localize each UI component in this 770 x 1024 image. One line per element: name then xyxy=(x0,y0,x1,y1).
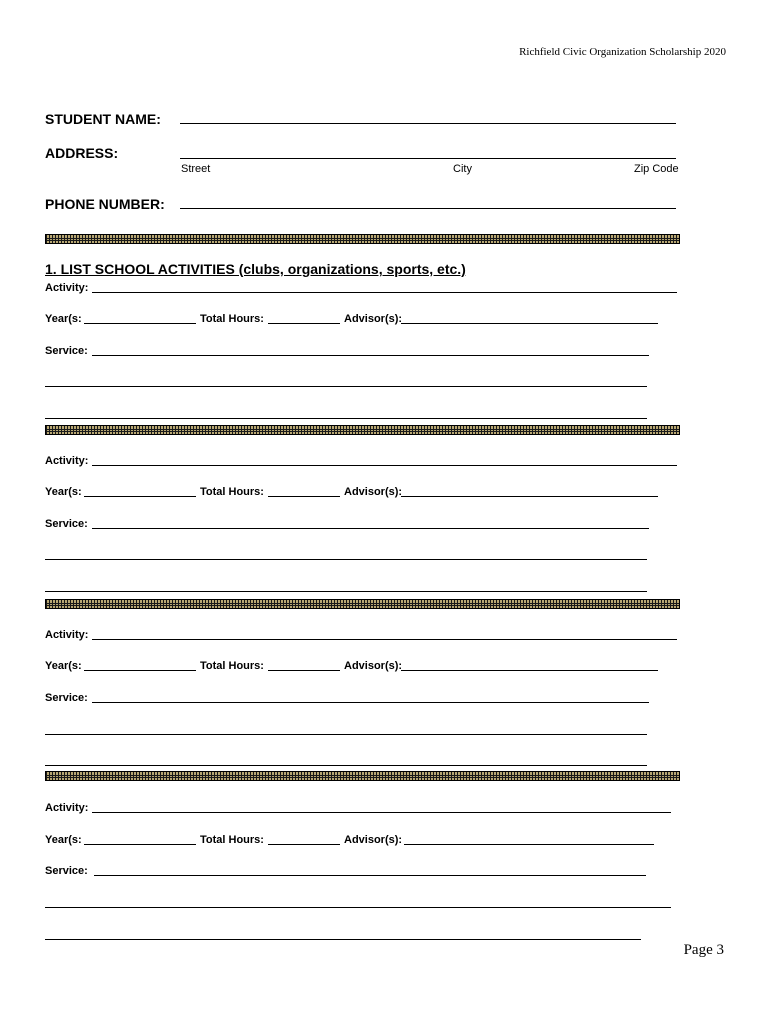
decorative-border xyxy=(45,599,680,609)
document-header: Richfield Civic Organization Scholarship 2020 xyxy=(519,46,726,58)
years-label: Year(s: xyxy=(45,834,82,846)
decorative-border xyxy=(45,425,680,435)
service-line[interactable] xyxy=(45,734,647,735)
years-label: Year(s: xyxy=(45,313,82,325)
years-label: Year(s: xyxy=(45,660,82,672)
advisor-label: Advisor(s): xyxy=(344,313,403,325)
total-hours-line[interactable] xyxy=(268,670,340,671)
service-label: Service: xyxy=(45,518,88,530)
advisor-line[interactable] xyxy=(401,670,658,671)
activity-line[interactable] xyxy=(92,812,671,813)
service-line[interactable] xyxy=(94,875,646,876)
decorative-border xyxy=(45,771,680,781)
advisor-line[interactable] xyxy=(401,496,658,497)
student-name-line[interactable] xyxy=(180,123,676,124)
total-hours-label: Total Hours: xyxy=(200,486,264,498)
service-line[interactable] xyxy=(45,418,647,419)
total-hours-line[interactable] xyxy=(268,496,340,497)
service-line[interactable] xyxy=(92,528,649,529)
years-line[interactable] xyxy=(84,323,196,324)
total-hours-line[interactable] xyxy=(268,844,340,845)
years-label: Year(s: xyxy=(45,486,82,498)
zip-code-label: Zip Code xyxy=(634,163,679,175)
service-label: Service: xyxy=(45,345,88,357)
activity-label: Activity: xyxy=(45,629,89,641)
address-label: ADDRESS: xyxy=(45,145,119,161)
phone-number-line[interactable] xyxy=(180,208,676,209)
total-hours-line[interactable] xyxy=(268,323,340,324)
activity-line[interactable] xyxy=(92,292,677,293)
activity-label: Activity: xyxy=(45,282,89,294)
phone-number-label: PHONE NUMBER: xyxy=(45,196,165,212)
service-line[interactable] xyxy=(45,591,647,592)
service-label: Service: xyxy=(45,692,88,704)
years-line[interactable] xyxy=(84,670,196,671)
advisor-label: Advisor(s): xyxy=(344,834,403,846)
total-hours-label: Total Hours: xyxy=(200,313,264,325)
activity-label: Activity: xyxy=(45,455,89,467)
service-label: Service: xyxy=(45,865,88,877)
activity-line[interactable] xyxy=(92,465,677,466)
section-title: 1. LIST SCHOOL ACTIVITIES (clubs, organizations, sports, etc.) xyxy=(45,261,466,277)
service-line[interactable] xyxy=(45,907,671,908)
service-line[interactable] xyxy=(92,702,649,703)
years-line[interactable] xyxy=(84,496,196,497)
decorative-border xyxy=(45,234,680,244)
activity-label: Activity: xyxy=(45,802,89,814)
address-line[interactable] xyxy=(180,158,676,159)
advisor-line[interactable] xyxy=(401,323,658,324)
page-number: Page 3 xyxy=(683,942,724,958)
service-line[interactable] xyxy=(45,386,647,387)
years-line[interactable] xyxy=(84,844,196,845)
total-hours-label: Total Hours: xyxy=(200,660,264,672)
activity-line[interactable] xyxy=(92,639,677,640)
street-label: Street xyxy=(181,163,211,175)
service-line[interactable] xyxy=(92,355,649,356)
advisor-label: Advisor(s): xyxy=(344,660,403,672)
advisor-label: Advisor(s): xyxy=(344,486,403,498)
service-line[interactable] xyxy=(45,939,641,940)
total-hours-label: Total Hours: xyxy=(200,834,264,846)
city-label: City xyxy=(453,163,472,175)
service-line[interactable] xyxy=(45,559,647,560)
service-line[interactable] xyxy=(45,765,647,766)
student-name-label: STUDENT NAME: xyxy=(45,111,161,127)
advisor-line[interactable] xyxy=(404,844,654,845)
